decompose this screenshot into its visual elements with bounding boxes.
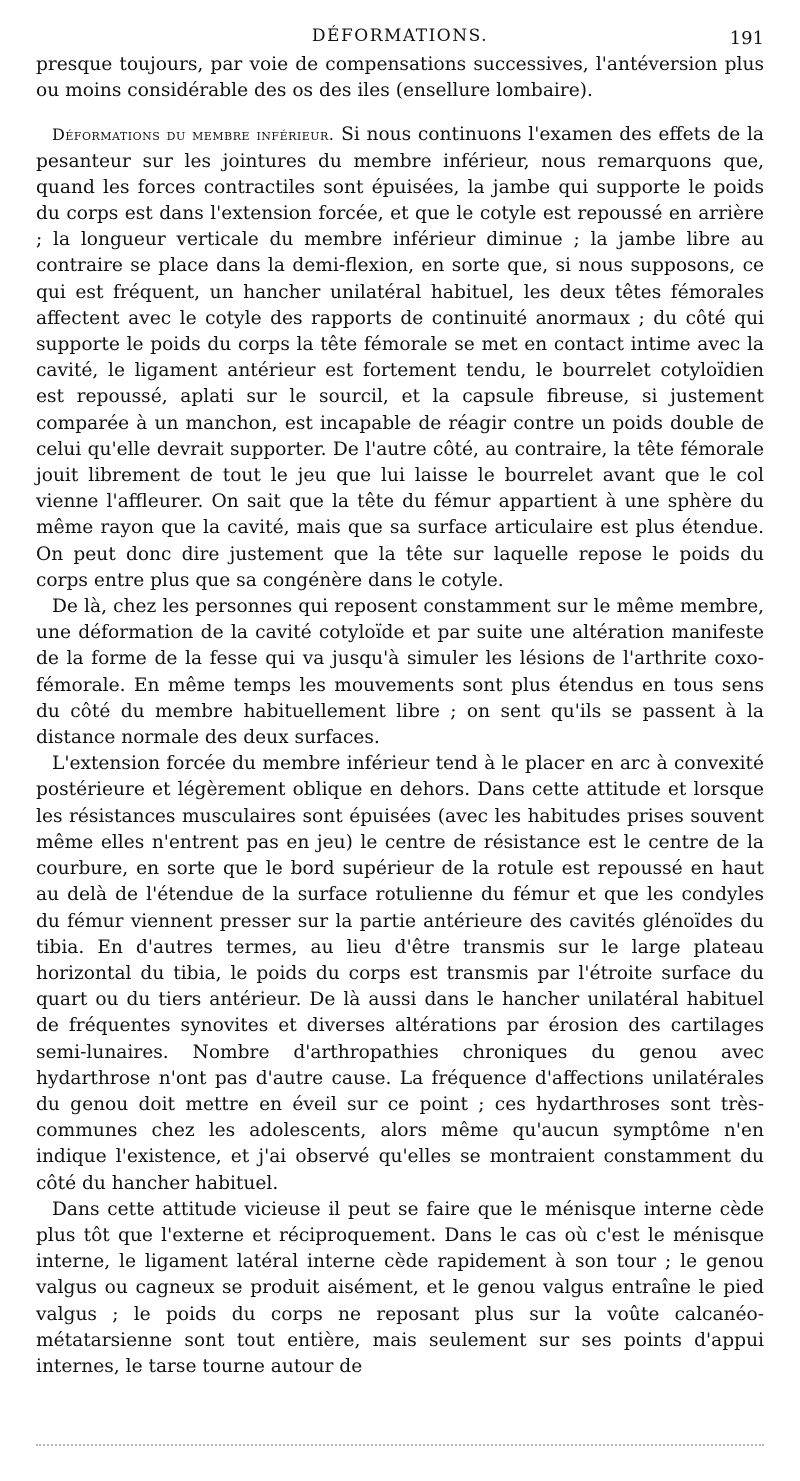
- paragraph-text: Dans cette attitude vicieuse il peut se faire que le ménisque interne cède plus tôt que l'externe et réciproquement. Dans le cas où c'est le ménisque interne, le ligament latéral interne cède rapidement à son tour ; le genou valgus ou cagneux se produit aisément, et le genou valgus entraîne le pied valgus ; le poids du corps ne reposant plus sur la voûte calcanéo-métatarsienne sont tout entière, mais seulement sur ses points d'appui internes, le tarse tourne autour de: [36, 1198, 764, 1377]
- paragraph-text: Si nous continuons l'examen des effets de la pesanteur sur les jointures du membre inférieur, nous remarquons que, quand les forces contractiles sont épuisées, la jambe qui supporte le poids du corps est dans l'extension forcée, et que le cotyle est repoussé en arrière ; la longueur verticale du membre inférieur diminue ; la jambe libre au contraire se place dans la demi-flexion, en sorte que, si nous supposons, ce qui est fréquent, un hancher unilatéral habituel, les deux têtes fémorales affectent avec le cotyle des rapports de continuité anormaux ; du côté qui supporte le poids du corps la tête fémorale se met en contact intime avec la cavité, le ligament antérieur est fortement tendu, le bourrelet cotyloïdien est repoussé, aplati sur le sourcil, et la capsule fibreuse, si justement comparée à un manchon, est incapable de réagir contre un poids double de celui qu'elle devrait supporter. De l'autre côté, au contraire, la tête fémorale jouit librement de tout le jeu que lui laisse le bourrelet avant que le col vienne l'affleurer. On sait que la tête du fémur appartient à une sphère du même rayon que la cavité, mais que sa surface articulaire est plus étendue. On peut donc dire justement que la tête sur laquelle repose le poids du corps entre plus que sa congénère dans le cotyle.: [36, 124, 765, 591]
- document-page: [36, 26, 764, 1380]
- section-heading: Déformations du membre inférieur.: [52, 125, 335, 145]
- paragraph: [36, 751, 764, 1196]
- paragraph-text: L'extension forcée du membre inférieur tend à le placer en arc à convexité postérieure et légèrement oblique en dehors. Dans cette attitude et lorsque les résistances musculaires sont épuisées (avec les habitudes prises souvent même elles n'entrent pas en jeu) le centre de résistance est le centre de la courbure, en sorte que le bord supérieur de la rotule est repoussé en haut au delà de l'étendue de la surface rotulienne du fémur et que les condyles du fémur viennent presser sur la partie antérieure des cavités glénoïdes du tibia. En d'autres termes, au lieu d'être transmis sur le large plateau horizontal du tibia, le poids du corps est transmis par l'étroite surface du quart ou du tiers antérieur. De là aussi dans le hancher unilatéral habituel de fréquentes synovites et diverses altérations par érosion des cartilages semi-lunaires. Nombre d'arthropathies chroniques du genou avec hydarthrose n'ont pas d'autre cause. La fréquence d'affections unilatérales du genou doit mettre en éveil sur ce point ; ces hydarthroses sont très-communes chez les adolescents, alors même qu'aucun symptôme n'en indique l'existence, et j'ai observé qu'elles se montraient constamment du côté du hancher habituel.: [36, 753, 764, 1194]
- body-text: [36, 52, 764, 1380]
- page-number: 191: [729, 28, 764, 49]
- running-title: DÉFORMATIONS.: [311, 26, 489, 46]
- bottom-scan-artifact: [36, 1444, 764, 1446]
- paragraph-text: De là, chez les personnes qui reposent constamment sur le même membre, une déformation de la cavité cotyloïde et par suite une altération manifeste de la forme de la fesse qui va jusqu'à simuler les lésions de l'arthrite coxo-fémorale. En même temps les mouvements sont plus étendus en tous sens du côté du membre habituellement libre ; on sent qu'ils se passent à la distance normale des deux surfaces.: [36, 596, 764, 749]
- paragraph-section-start: [36, 122, 764, 594]
- running-header: [36, 26, 764, 52]
- paragraph-continuation: [36, 52, 764, 104]
- paragraph-text: presque toujours, par voie de compensations successives, l'antéversion plus ou moins considérable des os des iles (ensellure lombaire).: [36, 54, 764, 102]
- paragraph: [36, 1197, 764, 1380]
- paragraph: [36, 594, 764, 751]
